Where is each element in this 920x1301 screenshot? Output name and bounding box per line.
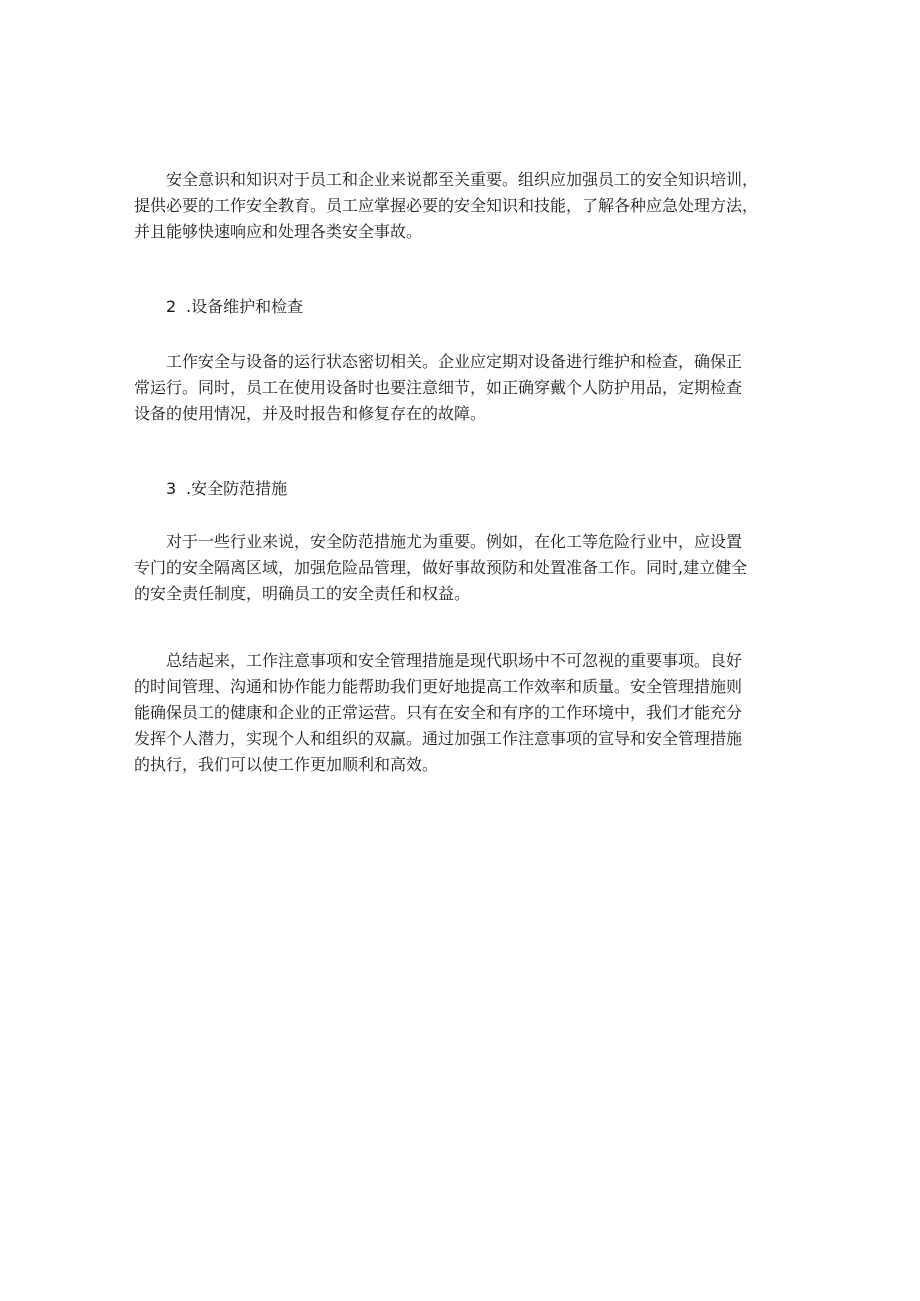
- paragraph-equipment-maintenance: [134, 349, 806, 427]
- text-line: 并且能够快速响应和处理各类安全事故。: [134, 222, 423, 241]
- text-line: 工作安全与设备的运行状态密切相关。企业应定期对设备进行维护和检查，确保正: [166, 352, 743, 371]
- text-line: 的安全责任制度，明确员工的安全责任和权益。: [134, 584, 471, 603]
- paragraph-safety-measures: [134, 529, 806, 607]
- text-line: 发挥个人潜力，实现个人和组织的双赢。通过加强工作注意事项的宣导和安全管理措施: [134, 729, 743, 748]
- section-heading-prevention: [166, 476, 287, 502]
- section-number: 2: [166, 297, 177, 316]
- text-line: 专门的安全隔离区域，加强危险品管理，做好事故预防和处置准备工作。同时,建立健全: [134, 558, 748, 577]
- section-number: 3: [166, 479, 177, 498]
- section-heading-equipment: [166, 294, 303, 320]
- paragraph-conclusion: [134, 648, 806, 778]
- paragraph-safety-awareness: [134, 167, 806, 245]
- text-line: 能确保员工的健康和企业的正常运营。只有在安全和有序的工作环境中，我们才能充分: [134, 703, 743, 722]
- text-line: 安全意识和知识对于员工和企业来说都至关重要。组织应加强员工的安全知识培训，: [166, 170, 759, 189]
- text-line: 对于一些行业来说，安全防范措施尤为重要。例如，在化工等危险行业中，应设置: [166, 532, 743, 551]
- text-line: 总结起来，工作注意事项和安全管理措施是现代职场中不可忽视的重要事项。良好: [166, 651, 743, 670]
- text-line: 的执行，我们可以使工作更加顺利和高效。: [134, 755, 439, 774]
- text-line: 提供必要的工作安全教育。员工应掌握必要的安全知识和技能，了解各种应急处理方法，: [134, 196, 759, 215]
- section-title: .设备维护和检查: [186, 297, 304, 316]
- text-line: 的时间管理、沟通和协作能力能帮助我们更好地提高工作效率和质量。安全管理措施则: [134, 677, 743, 696]
- text-line: 常运行。同时，员工在使用设备时也要注意细节，如正确穿戴个人防护用品，定期检查: [134, 378, 743, 397]
- text-line: 设备的使用情况，并及时报告和修复存在的故障。: [134, 404, 487, 423]
- section-title: .安全防范措施: [186, 479, 288, 498]
